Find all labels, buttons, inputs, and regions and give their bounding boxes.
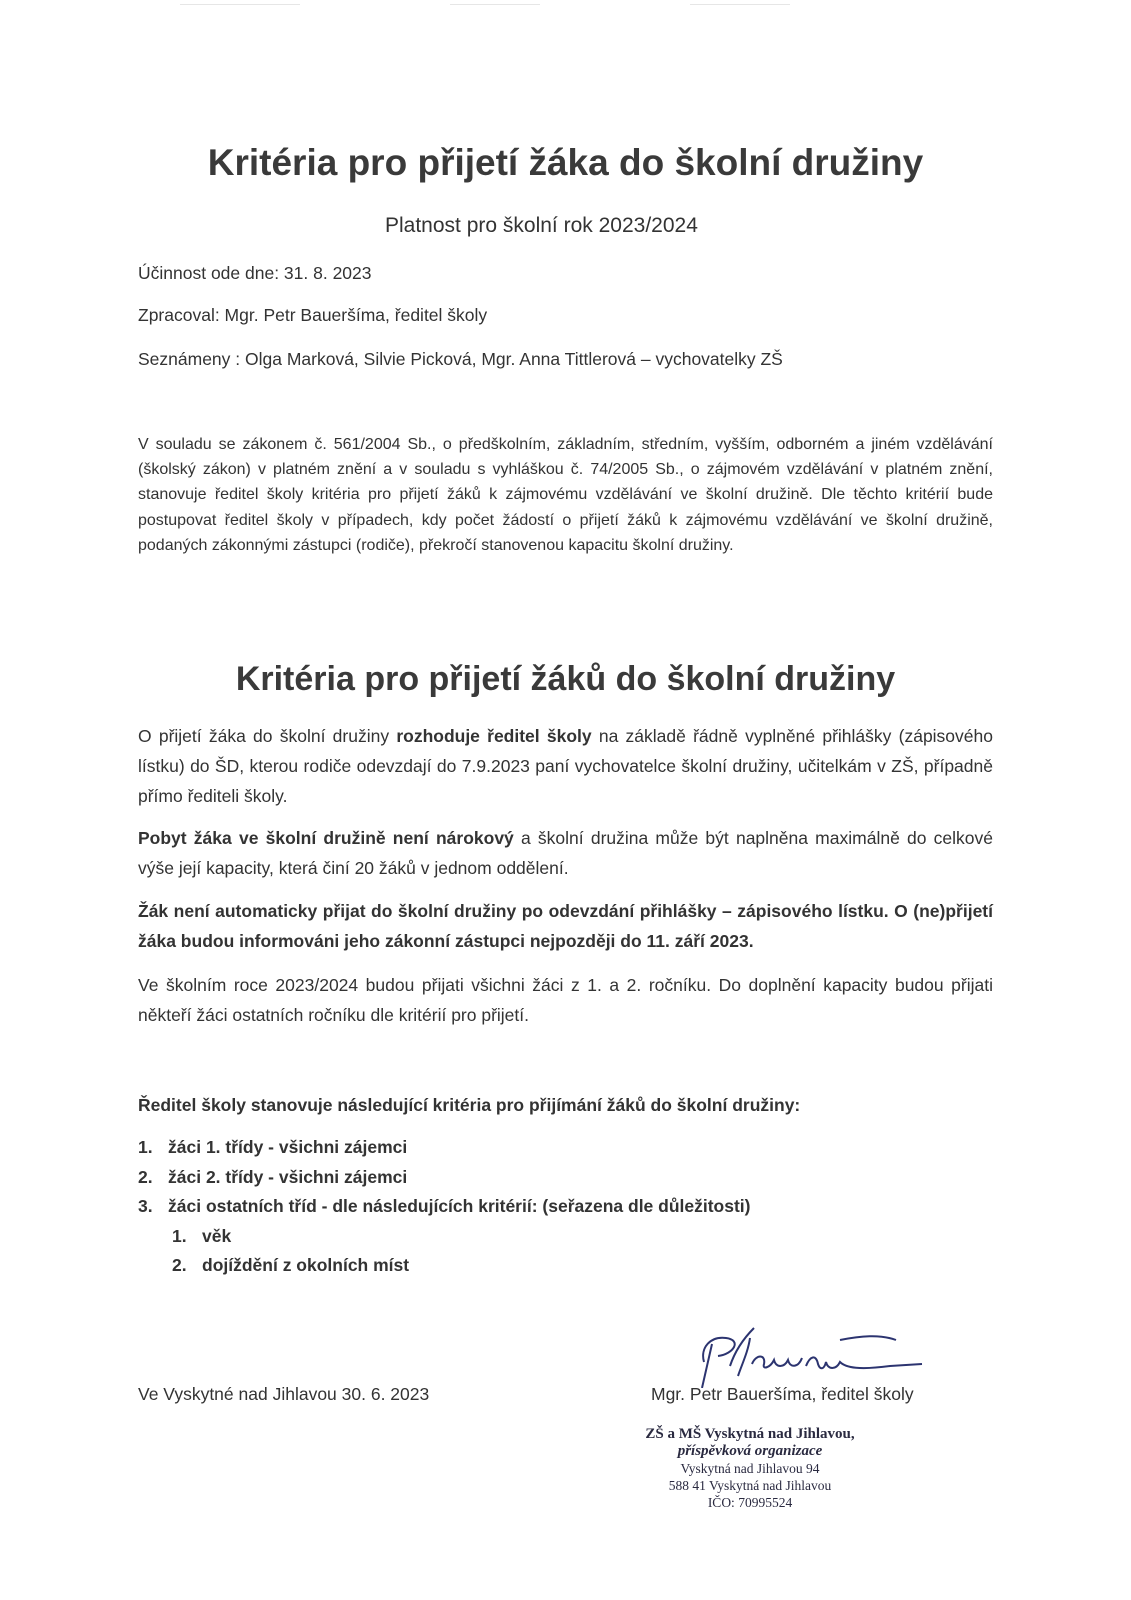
- stamp-line: ZŠ a MŠ Vyskytná nad Jihlavou,: [645, 1426, 855, 1442]
- list-number: 1.: [138, 1137, 153, 1157]
- prepared-by: Zpracoval: Mgr. Petr Baueršíma, ředitel školy: [138, 305, 488, 325]
- criteria-list: [138, 1133, 751, 1281]
- list-number: 3.: [138, 1196, 153, 1216]
- text-run: na základě řádně vyplněné přihlášky (zápisového lístku) do ŠD, kterou rodiče odevzdají do 7.9.2023 paní vychovatelce školní družiny, učitelkám v ZŠ, případně přímo řediteli školy.: [138, 726, 993, 806]
- scan-artifact: [180, 4, 300, 5]
- list-number: 1.: [172, 1225, 187, 1246]
- stamp-line: IČO: 70995524: [707, 1495, 793, 1510]
- list-number: 2.: [172, 1255, 187, 1275]
- acquainted-staff: Seznámeny : Olga Marková, Silvie Picková, Mgr. Anna Tittlerová – vychovatelky ZŠ: [138, 349, 783, 369]
- list-item: [138, 1133, 751, 1163]
- paragraph-notice: Žák není automaticky přijat do školní družiny po odevzdání přihlášky – zápisového lístku. O (ne)přijetí žáka budou informováni jeho zákonní zástupci nejpozději do 11. září 2023.: [138, 901, 993, 951]
- list-item: [138, 1192, 751, 1222]
- list-item: [138, 1163, 751, 1193]
- stamp-line: Vyskytná nad Jihlavou 94: [680, 1461, 820, 1476]
- document-title: Kritéria pro přijetí žáka do školní družiny: [207, 142, 924, 183]
- paragraph-admission: [138, 721, 993, 811]
- list-text: dojíždění z okolních míst: [202, 1255, 410, 1275]
- signer-name: Mgr. Petr Baueršíma, ředitel školy: [651, 1384, 914, 1404]
- paragraph-school-year: Ve školním roce 2023/2024 budou přijati všichni žáci z 1. a 2. ročníku. Do doplnění kapacity budou přijati někteří žáci ostatních ročníku dle kritérií pro přijetí.: [138, 975, 993, 1025]
- stamp-line: 588 41 Vyskytná nad Jihlavou: [668, 1478, 832, 1493]
- validity-line: Platnost pro školní rok 2023/2024: [385, 214, 698, 237]
- criteria-heading: Ředitel školy stanovuje následující kritéria pro přijímání žáků do školní družiny:: [138, 1095, 801, 1115]
- intro-paragraph: V souladu se zákonem č. 561/2004 Sb., o předškolním, základním, středním, vyšším, odborném a jiném vzdělávání (školský zákon) v platném znění a v souladu s vyhláškou č. 74/2005 Sb., o zájmovém vzdělávání v platném znění, stanovuje ředitel školy kritéria pro přijetí žáků k zájmovému vzdělávání ve školní družině. Dle těchto kritérií bude postupovat ředitel školy v případech, kdy počet žádostí o přijetí žáků k zájmovému vzdělávání ve školní družině, podaných zákonnými zástupci (rodiče), překročí stanovenou kapacitu školní družiny.: [138, 436, 993, 554]
- text-run: O přijetí žáka do školní družiny: [138, 726, 397, 746]
- sub-criteria-list: [138, 1222, 751, 1281]
- effective-date: Účinnost ode dne: 31. 8. 2023: [138, 263, 372, 283]
- list-text: žáci 1. třídy - všichni zájemci: [168, 1137, 408, 1157]
- list-text: věk: [202, 1225, 232, 1246]
- bold-run: Pobyt žáka ve školní družině není nárokový: [138, 828, 514, 848]
- scan-artifact: [450, 4, 540, 5]
- list-text: žáci 2. třídy - všichni zájemci: [168, 1166, 408, 1187]
- paragraph-capacity: [138, 823, 993, 883]
- scan-artifact: [690, 4, 790, 5]
- section-title: Kritéria pro přijetí žáků do školní družiny: [235, 660, 896, 698]
- sub-list-item: [172, 1251, 751, 1281]
- sub-list-container: [138, 1222, 751, 1281]
- place-and-date: Ve Vyskytné nad Jihlavou 30. 6. 2023: [138, 1384, 430, 1404]
- sub-list-item: [172, 1222, 751, 1252]
- school-stamp: [620, 1426, 880, 1511]
- list-text: žáci ostatních tříd - dle následujících kritérií: (seřazena dle důležitosti): [168, 1196, 751, 1216]
- bold-run: rozhoduje ředitel školy: [396, 726, 592, 746]
- text-run: a školní družina může být naplněna maximálně do celkové výše její kapacity, která činí 20 žáků v jednom oddělení.: [138, 828, 993, 878]
- stamp-line: příspěvková organizace: [677, 1443, 823, 1459]
- signature-image: [690, 1318, 930, 1388]
- list-number: 2.: [138, 1166, 153, 1187]
